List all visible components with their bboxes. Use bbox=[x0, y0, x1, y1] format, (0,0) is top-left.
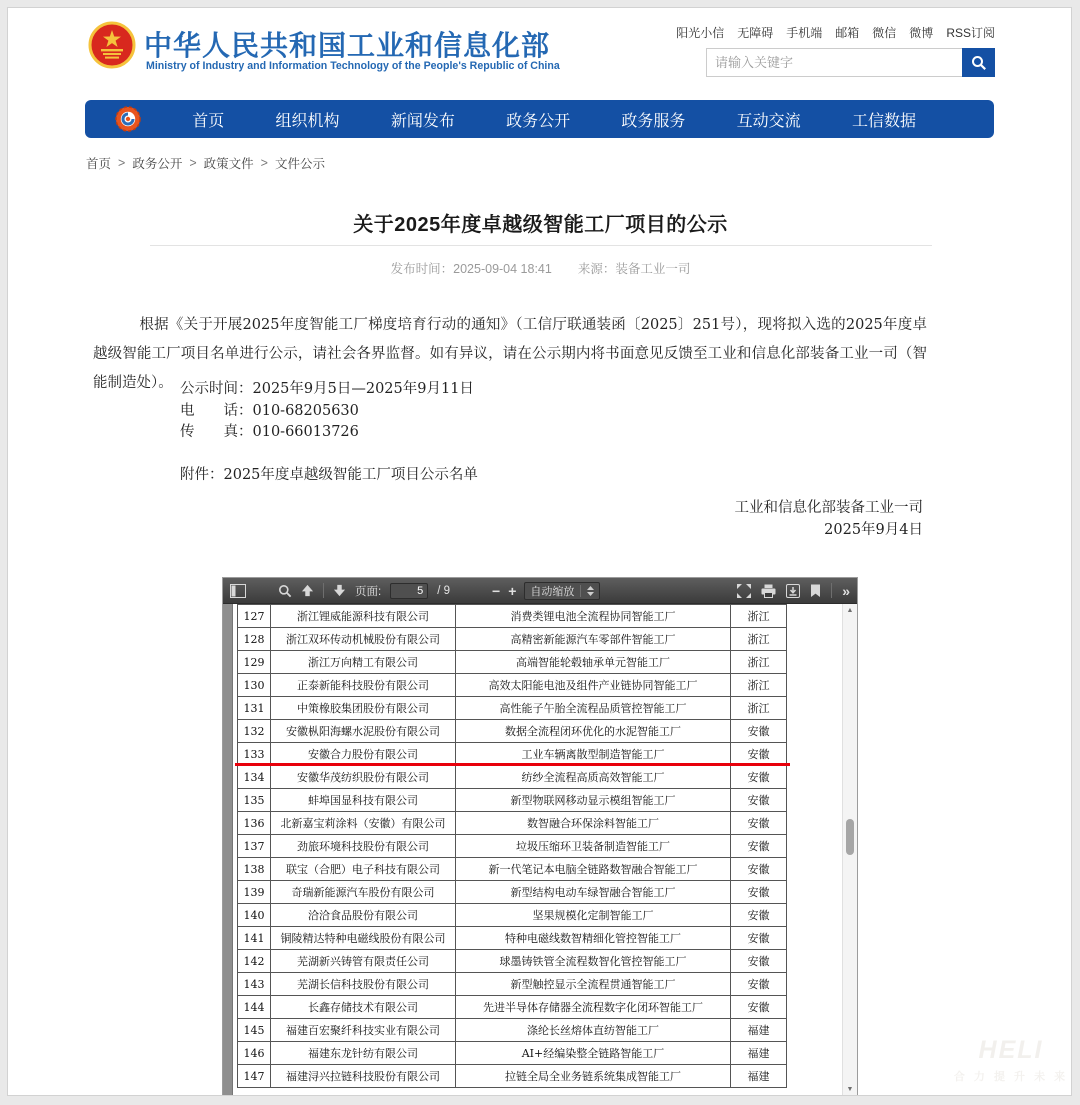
cell-no: 140 bbox=[238, 904, 271, 927]
table-row bbox=[238, 605, 787, 628]
cell-no: 129 bbox=[238, 651, 271, 674]
search-button[interactable] bbox=[962, 48, 995, 77]
article-admin-info bbox=[180, 379, 474, 444]
table-row bbox=[238, 674, 787, 697]
attachment-link[interactable]: 附件：2025年度卓越级智能工厂项目公示名单 bbox=[180, 467, 478, 483]
cell-province: 福建 bbox=[731, 1065, 787, 1088]
cell-project: 涤纶长丝熔体直纺智能工厂 bbox=[456, 1019, 731, 1042]
quick-links bbox=[676, 24, 995, 41]
download-button[interactable] bbox=[786, 584, 800, 598]
watermark-brand: HELI bbox=[978, 1036, 1044, 1064]
cell-province: 安徽 bbox=[731, 927, 787, 950]
sidebar-toggle-button[interactable] bbox=[230, 584, 246, 598]
pdf-viewer bbox=[222, 577, 858, 1096]
cell-province: 安徽 bbox=[731, 904, 787, 927]
cell-province: 安徽 bbox=[731, 743, 787, 766]
cell-project: 新型物联网移动显示模组智能工厂 bbox=[456, 789, 731, 812]
bookmark-button[interactable] bbox=[810, 584, 821, 598]
nav-item-home[interactable]: 首页 bbox=[192, 112, 225, 130]
cell-company: 安徽华茂纺织股份有限公司 bbox=[271, 766, 456, 789]
nav-item-data[interactable]: 工信数据 bbox=[851, 112, 916, 130]
heli-watermark bbox=[953, 1036, 1069, 1084]
search-icon bbox=[971, 55, 987, 71]
row-highlight-underline bbox=[235, 763, 790, 766]
project-table bbox=[237, 604, 787, 1088]
cell-no: 141 bbox=[238, 927, 271, 950]
cell-no: 142 bbox=[238, 950, 271, 973]
page-down-button[interactable] bbox=[333, 584, 346, 597]
title-divider bbox=[150, 245, 932, 246]
cell-no: 137 bbox=[238, 835, 271, 858]
page bbox=[7, 7, 1072, 1096]
cell-no: 145 bbox=[238, 1019, 271, 1042]
cell-company: 联宝（合肥）电子科技有限公司 bbox=[271, 858, 456, 881]
more-tools-button[interactable]: » bbox=[842, 582, 850, 599]
breadcrumb-home[interactable]: 首页 bbox=[86, 157, 112, 171]
breadcrumb-gov-open[interactable]: 政务公开 bbox=[132, 157, 183, 171]
zoom-mode-value: 自动缩放 bbox=[530, 585, 575, 598]
cell-company: 奇瑞新能源汽车股份有限公司 bbox=[271, 881, 456, 904]
table-row bbox=[238, 996, 787, 1019]
breadcrumb bbox=[86, 154, 325, 172]
cell-no: 127 bbox=[238, 605, 271, 628]
cell-project: 坚果规模化定制智能工厂 bbox=[456, 904, 731, 927]
cell-project: 拉链全局全业务链系统集成智能工厂 bbox=[456, 1065, 731, 1088]
page-total-label: / 9 bbox=[437, 584, 450, 597]
zoom-select-arrows-icon bbox=[587, 586, 594, 596]
zoom-out-button[interactable]: − bbox=[492, 582, 501, 599]
cell-province: 安徽 bbox=[731, 950, 787, 973]
table-row bbox=[238, 950, 787, 973]
cell-project: 新型触控显示全流程贯通智能工厂 bbox=[456, 973, 731, 996]
quicklink-mail[interactable]: 邮箱 bbox=[835, 26, 860, 40]
cell-company: 安徽枞阳海螺水泥股份有限公司 bbox=[271, 720, 456, 743]
cell-company: 浙江万向精工有限公司 bbox=[271, 651, 456, 674]
table-row bbox=[238, 973, 787, 996]
cell-company: 浙江双环传动机械股份有限公司 bbox=[271, 628, 456, 651]
table-row bbox=[238, 1065, 787, 1088]
cell-province: 福建 bbox=[731, 1019, 787, 1042]
cell-no: 146 bbox=[238, 1042, 271, 1065]
publish-time: 发布时间：2025-09-04 18:41 bbox=[390, 262, 552, 276]
cell-company: 福建东龙针纺有限公司 bbox=[271, 1042, 456, 1065]
cell-project: 数智融合环保涂料智能工厂 bbox=[456, 812, 731, 835]
search-bar bbox=[706, 48, 995, 77]
quicklink-rss[interactable]: RSS订阅 bbox=[946, 26, 995, 40]
cell-no: 138 bbox=[238, 858, 271, 881]
cell-province: 安徽 bbox=[731, 881, 787, 904]
table-row bbox=[238, 1019, 787, 1042]
table-row bbox=[238, 904, 787, 927]
contact-fax: 传 真：010-66013726 bbox=[180, 424, 359, 440]
cell-project: 纺纱全流程高质高效智能工厂 bbox=[456, 766, 731, 789]
table-row bbox=[238, 789, 787, 812]
table-row bbox=[238, 1042, 787, 1065]
cell-project: 新一代笔记本电脑全链路数智融合智能工厂 bbox=[456, 858, 731, 881]
search-input[interactable] bbox=[706, 48, 962, 77]
table-row bbox=[238, 812, 787, 835]
cell-project: 高精密新能源汽车零部件智能工厂 bbox=[456, 628, 731, 651]
signature-department: 工业和信息化部装备工业一司 bbox=[734, 500, 923, 516]
nav-item-interaction[interactable]: 互动交流 bbox=[736, 112, 801, 130]
table-row bbox=[238, 881, 787, 904]
contact-phone: 电 话：010-68205630 bbox=[180, 402, 359, 419]
cell-project: AI+经编染整全链路智能工厂 bbox=[456, 1042, 731, 1065]
page-number-input[interactable] bbox=[390, 583, 428, 599]
breadcrumb-separator: > bbox=[118, 156, 126, 170]
cell-project: 新型结构电动车绿智融合智能工厂 bbox=[456, 881, 731, 904]
cell-province: 安徽 bbox=[731, 812, 787, 835]
presentation-mode-icon bbox=[737, 584, 751, 598]
cell-project: 工业车辆离散型制造智能工厂 bbox=[456, 743, 731, 766]
cell-company: 洽洽食品股份有限公司 bbox=[271, 904, 456, 927]
cell-no: 139 bbox=[238, 881, 271, 904]
quicklink-sunshine[interactable]: 阳光小信 bbox=[676, 26, 725, 40]
cell-project: 垃圾压缩环卫装备制造智能工厂 bbox=[456, 835, 731, 858]
scrollbar-thumb[interactable] bbox=[846, 819, 854, 855]
cell-project: 数据全流程闭环优化的水泥智能工厂 bbox=[456, 720, 731, 743]
cell-company: 芜湖长信科技股份有限公司 bbox=[271, 973, 456, 996]
cell-company: 正泰新能科技股份有限公司 bbox=[271, 674, 456, 697]
cell-company: 中策橡胶集团股份有限公司 bbox=[271, 697, 456, 720]
quicklink-accessibility[interactable]: 无障碍 bbox=[737, 26, 774, 40]
cell-no: 136 bbox=[238, 812, 271, 835]
cell-province: 浙江 bbox=[731, 605, 787, 628]
cell-province: 安徽 bbox=[731, 996, 787, 1019]
miit-logo-icon bbox=[115, 106, 141, 132]
main-nav bbox=[85, 100, 994, 138]
download-icon bbox=[786, 584, 800, 598]
cell-company: 福建百宏聚纤科技实业有限公司 bbox=[271, 1019, 456, 1042]
site-title: 中华人民共和国工业和信息化部 bbox=[144, 30, 551, 61]
cell-no: 147 bbox=[238, 1065, 271, 1088]
breadcrumb-policy-files[interactable]: 政策文件 bbox=[203, 157, 254, 171]
breadcrumb-separator: > bbox=[189, 156, 197, 170]
cell-province: 安徽 bbox=[731, 766, 787, 789]
cell-company: 长鑫存储技术有限公司 bbox=[271, 996, 456, 1019]
cell-province: 浙江 bbox=[731, 628, 787, 651]
pdf-toolbar bbox=[223, 578, 857, 604]
nav-item-news[interactable]: 新闻发布 bbox=[390, 112, 455, 130]
page-down-icon bbox=[333, 584, 346, 597]
scroll-down-icon[interactable]: ▼ bbox=[846, 1086, 854, 1093]
nav-item-organization[interactable]: 组织机构 bbox=[275, 112, 340, 130]
article-paragraph: 根据《关于开展2025年度智能工厂梯度培育行动的通知》（工信厅联通装函〔2025〕251号），现将拟入选的2025年度卓越级智能工厂项目名单进行公示，请社会各界监督。如有异议，请在公示期内将书面意见反馈至工业和信息化部装备工业一司（智能制造处）。 bbox=[93, 317, 927, 391]
zoom-select-divider bbox=[580, 585, 581, 597]
cell-province: 安徽 bbox=[731, 789, 787, 812]
cell-no: 128 bbox=[238, 628, 271, 651]
cell-company: 浙江锂威能源科技有限公司 bbox=[271, 605, 456, 628]
cell-province: 浙江 bbox=[731, 651, 787, 674]
pdf-document-area bbox=[223, 604, 857, 1096]
zoom-in-button[interactable]: + bbox=[508, 582, 517, 599]
cell-no: 144 bbox=[238, 996, 271, 1019]
page-up-button[interactable] bbox=[301, 584, 314, 597]
nav-item-gov-service[interactable]: 政务服务 bbox=[621, 112, 686, 130]
toolbar-separator bbox=[831, 583, 832, 598]
cell-province: 安徽 bbox=[731, 858, 787, 881]
breadcrumb-file-notice[interactable]: 文件公示 bbox=[274, 157, 325, 171]
national-emblem-logo bbox=[88, 21, 136, 69]
notice-period: 公示时间：2025年9月5日—2025年9月11日 bbox=[180, 381, 474, 397]
article-title: 关于2025年度卓越级智能工厂项目的公示 bbox=[353, 214, 728, 236]
cell-province: 安徽 bbox=[731, 835, 787, 858]
cell-province: 安徽 bbox=[731, 973, 787, 996]
print-button[interactable] bbox=[761, 584, 776, 598]
cell-no: 131 bbox=[238, 697, 271, 720]
quicklink-weibo[interactable]: 微博 bbox=[909, 26, 934, 40]
cell-company: 安徽合力股份有限公司 bbox=[271, 743, 456, 766]
cell-project: 球墨铸铁管全流程数智化管控智能工厂 bbox=[456, 950, 731, 973]
print-icon bbox=[761, 584, 776, 598]
cell-no: 132 bbox=[238, 720, 271, 743]
presentation-mode-button[interactable] bbox=[737, 584, 751, 598]
table-row bbox=[238, 858, 787, 881]
table-row bbox=[238, 835, 787, 858]
table-row bbox=[238, 766, 787, 789]
scroll-up-icon[interactable]: ▲ bbox=[846, 607, 854, 614]
cell-company: 北新嘉宝莉涂料（安徽）有限公司 bbox=[271, 812, 456, 835]
cell-project: 高端智能轮毂轴承单元智能工厂 bbox=[456, 651, 731, 674]
table-row bbox=[238, 628, 787, 651]
cell-company: 铜陵精达特种电磁线股份有限公司 bbox=[271, 927, 456, 950]
page-gutter bbox=[223, 604, 233, 1096]
page-up-icon bbox=[301, 584, 314, 597]
cell-no: 135 bbox=[238, 789, 271, 812]
article-meta bbox=[8, 259, 1072, 277]
project-table-body bbox=[238, 605, 787, 1088]
cell-project: 先进半导体存储器全流程数字化闭环智能工厂 bbox=[456, 996, 731, 1019]
cell-project: 高效太阳能电池及组件产业链协同智能工厂 bbox=[456, 674, 731, 697]
cell-no: 130 bbox=[238, 674, 271, 697]
breadcrumb-separator: > bbox=[260, 156, 268, 170]
page-number-label: 页面: bbox=[355, 585, 382, 598]
cell-project: 特种电磁线数智精细化管控智能工厂 bbox=[456, 927, 731, 950]
cell-province: 安徽 bbox=[731, 720, 787, 743]
cell-project: 消费类锂电池全流程协同智能工厂 bbox=[456, 605, 731, 628]
table-row bbox=[238, 720, 787, 743]
table-row bbox=[238, 927, 787, 950]
cell-province: 福建 bbox=[731, 1042, 787, 1065]
zoom-mode-select[interactable] bbox=[524, 582, 600, 600]
quicklink-mobile[interactable]: 手机端 bbox=[786, 26, 823, 40]
cell-company: 蚌埠国显科技有限公司 bbox=[271, 789, 456, 812]
pdf-scrollbar[interactable] bbox=[842, 604, 857, 1096]
table-row bbox=[238, 651, 787, 674]
cell-no: 134 bbox=[238, 766, 271, 789]
cell-no: 133 bbox=[238, 743, 271, 766]
article-signature bbox=[735, 497, 924, 541]
site-subtitle: Ministry of Industry and Information Technology of the People's Republic of China bbox=[146, 60, 560, 72]
watermark-slogan: 合 力 提 升 未 来 bbox=[953, 1071, 1069, 1083]
cell-province: 浙江 bbox=[731, 697, 787, 720]
cell-company: 劲旅环境科技股份有限公司 bbox=[271, 835, 456, 858]
cell-no: 143 bbox=[238, 973, 271, 996]
toolbar-separator bbox=[323, 583, 324, 598]
find-icon bbox=[278, 584, 292, 598]
bookmark-icon bbox=[810, 584, 821, 598]
cell-province: 浙江 bbox=[731, 674, 787, 697]
quicklink-wechat[interactable]: 微信 bbox=[872, 26, 897, 40]
find-button[interactable] bbox=[278, 584, 292, 598]
sidebar-toggle-icon bbox=[230, 584, 246, 598]
nav-item-gov-open[interactable]: 政务公开 bbox=[506, 112, 571, 130]
table-row bbox=[238, 697, 787, 720]
article-source: 来源：装备工业一司 bbox=[577, 262, 691, 276]
cell-project: 高性能子午胎全流程品质管控智能工厂 bbox=[456, 697, 731, 720]
signature-date: 2025年9月4日 bbox=[824, 522, 923, 538]
cell-company: 芜湖新兴铸管有限责任公司 bbox=[271, 950, 456, 973]
cell-company: 福建浔兴拉链科技股份有限公司 bbox=[271, 1065, 456, 1088]
